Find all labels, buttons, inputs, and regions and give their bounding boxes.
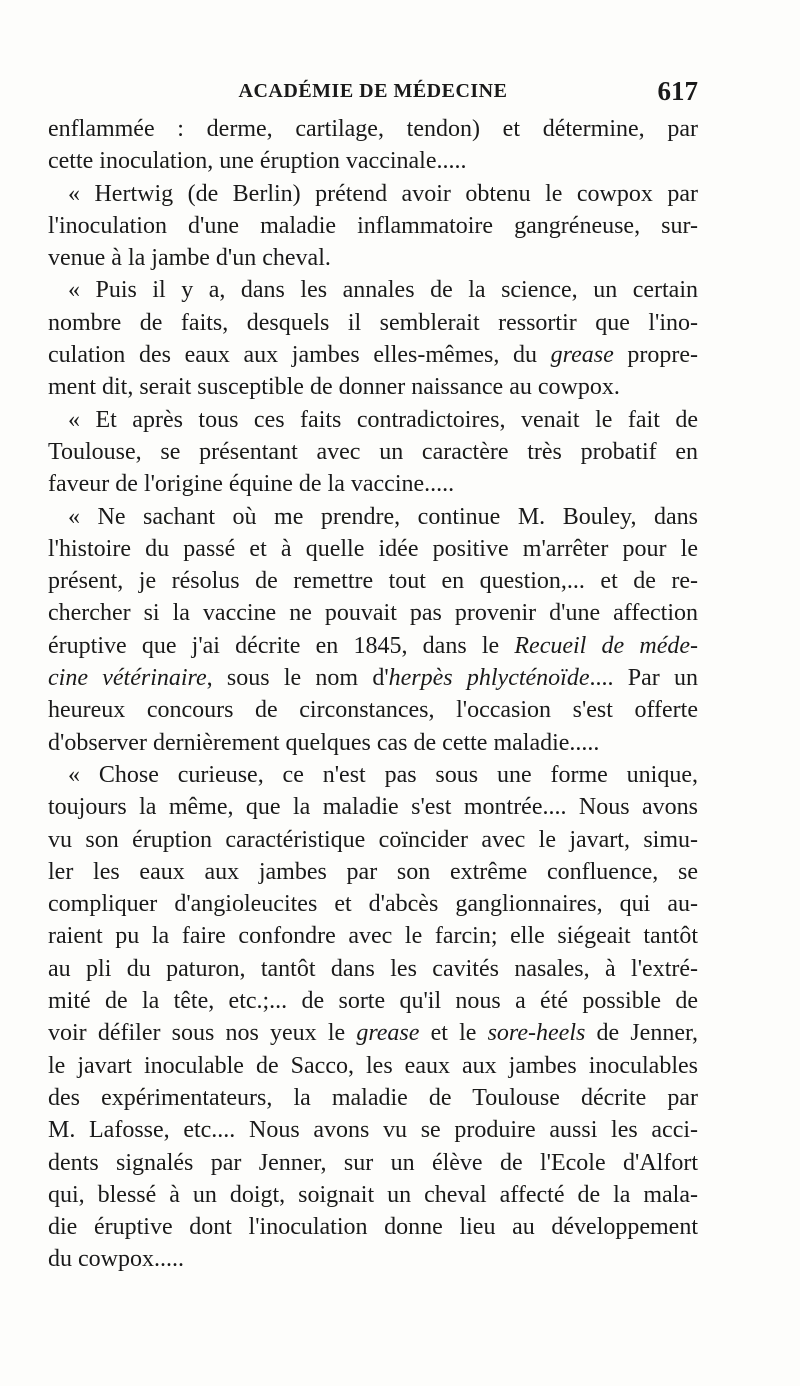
italic-text: Recueil de méde- bbox=[514, 632, 698, 659]
text-line bbox=[48, 856, 698, 888]
text-line bbox=[48, 1114, 698, 1146]
text-line bbox=[48, 501, 698, 533]
text-line bbox=[48, 824, 698, 856]
text-span: et le bbox=[419, 1020, 488, 1047]
text-line bbox=[48, 727, 698, 759]
text-span: mité de la tête, etc.;... de sorte qu'il nous a été possible de bbox=[48, 988, 698, 1015]
text-span: « Chose curieuse, ce n'est pas sous une forme unique, bbox=[68, 761, 698, 788]
text-span: « Hertwig (de Berlin) prétend avoir obtenu le cowpox par bbox=[68, 180, 698, 207]
text-line bbox=[48, 1147, 698, 1179]
text-line bbox=[48, 274, 698, 306]
text-span: du cowpox..... bbox=[48, 1246, 184, 1273]
text-line bbox=[48, 953, 698, 985]
text-span: « Ne sachant où me prendre, continue M. Bouley, dans bbox=[68, 503, 698, 530]
text-line bbox=[48, 565, 698, 597]
text-line bbox=[48, 113, 698, 145]
text-span: présent, je résolus de remettre tout en question,... et de re- bbox=[48, 568, 698, 595]
page-number: 617 bbox=[657, 76, 698, 106]
text-span: die éruptive dont l'inoculation donne lieu au développement bbox=[48, 1214, 698, 1241]
text-line bbox=[48, 662, 698, 694]
text-span: vu son éruption caractéristique coïncider avec le javart, simu- bbox=[48, 826, 698, 853]
text-span: propre- bbox=[613, 342, 698, 369]
text-line bbox=[48, 1017, 698, 1049]
text-span: culation des eaux aux jambes elles-mêmes, du bbox=[48, 342, 551, 369]
italic-text: grease bbox=[550, 342, 614, 369]
text-line bbox=[48, 985, 698, 1017]
text-line bbox=[48, 759, 698, 791]
italic-text: herpès phlycténoïde bbox=[388, 665, 590, 692]
text-span: qui, blessé à un doigt, soignait un cheval affecté de la mala- bbox=[48, 1181, 698, 1208]
text-line bbox=[48, 1243, 698, 1275]
text-line bbox=[48, 533, 698, 565]
text-line bbox=[48, 1211, 698, 1243]
text-span: voir défiler sous nos yeux le bbox=[48, 1020, 357, 1047]
text-span: venue à la jambe d'un cheval. bbox=[48, 245, 331, 272]
italic-text: cine vétérinaire bbox=[48, 665, 207, 692]
text-line bbox=[48, 210, 698, 242]
text-span: ment dit, serait susceptible de donner naissance au cowpox. bbox=[48, 374, 620, 401]
text-line bbox=[48, 597, 698, 629]
text-span: le javart inoculable de Sacco, les eaux aux jambes inoculables bbox=[48, 1052, 698, 1079]
text-span: .... Par un bbox=[589, 665, 698, 692]
text-line bbox=[48, 1082, 698, 1114]
text-span: chercher si la vaccine ne pouvait pas provenir d'une affection bbox=[48, 600, 698, 627]
text-span: enflammée : derme, cartilage, tendon) et détermine, par bbox=[48, 116, 698, 142]
text-line bbox=[48, 630, 698, 662]
text-span: « Et après tous ces faits contradictoires, venait le fait de bbox=[68, 406, 698, 433]
text-line bbox=[48, 242, 698, 274]
paragraph bbox=[48, 404, 698, 501]
text-line bbox=[48, 1050, 698, 1082]
text-span: heureux concours de circonstances, l'occasion s'est offerte bbox=[48, 697, 698, 724]
text-line bbox=[48, 920, 698, 952]
paragraph bbox=[48, 178, 698, 275]
text-span: l'inoculation d'une maladie inflammatoire gangréneuse, sur- bbox=[48, 212, 698, 239]
text-line bbox=[48, 178, 698, 210]
paragraph bbox=[48, 501, 698, 759]
text-line bbox=[48, 307, 698, 339]
page-header bbox=[48, 76, 698, 112]
text-span: éruptive que j'ai décrite en 1845, dans le bbox=[48, 632, 515, 659]
running-head: ACADÉMIE DE MÉDECINE bbox=[238, 80, 508, 102]
text-line bbox=[48, 436, 698, 468]
text-line bbox=[48, 1179, 698, 1211]
text-span: l'histoire du passé et à quelle idée positive m'arrêter pour le bbox=[48, 535, 698, 562]
text-line bbox=[48, 694, 698, 726]
text-span: nombre de faits, desquels il semblerait ressortir que l'ino- bbox=[48, 309, 698, 336]
text-span: toujours la même, que la maladie s'est montrée.... Nous avons bbox=[48, 794, 698, 821]
text-line bbox=[48, 404, 698, 436]
text-line bbox=[48, 791, 698, 823]
italic-text: grease bbox=[356, 1020, 420, 1047]
text-span: compliquer d'angioleucites et d'abcès ganglionnaires, qui au- bbox=[48, 891, 698, 918]
text-line bbox=[48, 145, 698, 177]
text-line bbox=[48, 339, 698, 371]
text-span: ler les eaux aux jambes par son extrême confluence, se bbox=[48, 858, 698, 885]
text-span: faveur de l'origine équine de la vaccine..... bbox=[48, 471, 455, 498]
paragraph bbox=[48, 113, 698, 178]
text-span: des expérimentateurs, la maladie de Toulouse décrite par bbox=[48, 1084, 698, 1111]
text-span: d'observer dernièrement quelques cas de cette maladie..... bbox=[48, 729, 600, 756]
text-span: Toulouse, se présentant avec un caractère très probatif en bbox=[48, 438, 698, 465]
text-span: de Jenner, bbox=[585, 1020, 699, 1047]
text-span: « Puis il y a, dans les annales de la science, un certain bbox=[68, 277, 698, 304]
paragraph bbox=[48, 759, 698, 1276]
italic-text: sore-heels bbox=[487, 1020, 586, 1047]
body-text bbox=[48, 113, 698, 1276]
text-line bbox=[48, 371, 698, 403]
text-span: dents signalés par Jenner, sur un élève de l'Ecole d'Alfort bbox=[48, 1149, 698, 1176]
text-span: raient pu la faire confondre avec le farcin; elle siégeait tantôt bbox=[48, 923, 698, 950]
text-span: , sous le nom d' bbox=[206, 665, 389, 692]
text-line bbox=[48, 468, 698, 500]
text-line bbox=[48, 888, 698, 920]
paragraph bbox=[48, 274, 698, 403]
text-span: cette inoculation, une éruption vaccinale..... bbox=[48, 148, 467, 175]
text-span: au pli du paturon, tantôt dans les cavités nasales, à l'extré- bbox=[48, 955, 698, 982]
text-span: M. Lafosse, etc.... Nous avons vu se produire aussi les acci- bbox=[48, 1117, 698, 1144]
